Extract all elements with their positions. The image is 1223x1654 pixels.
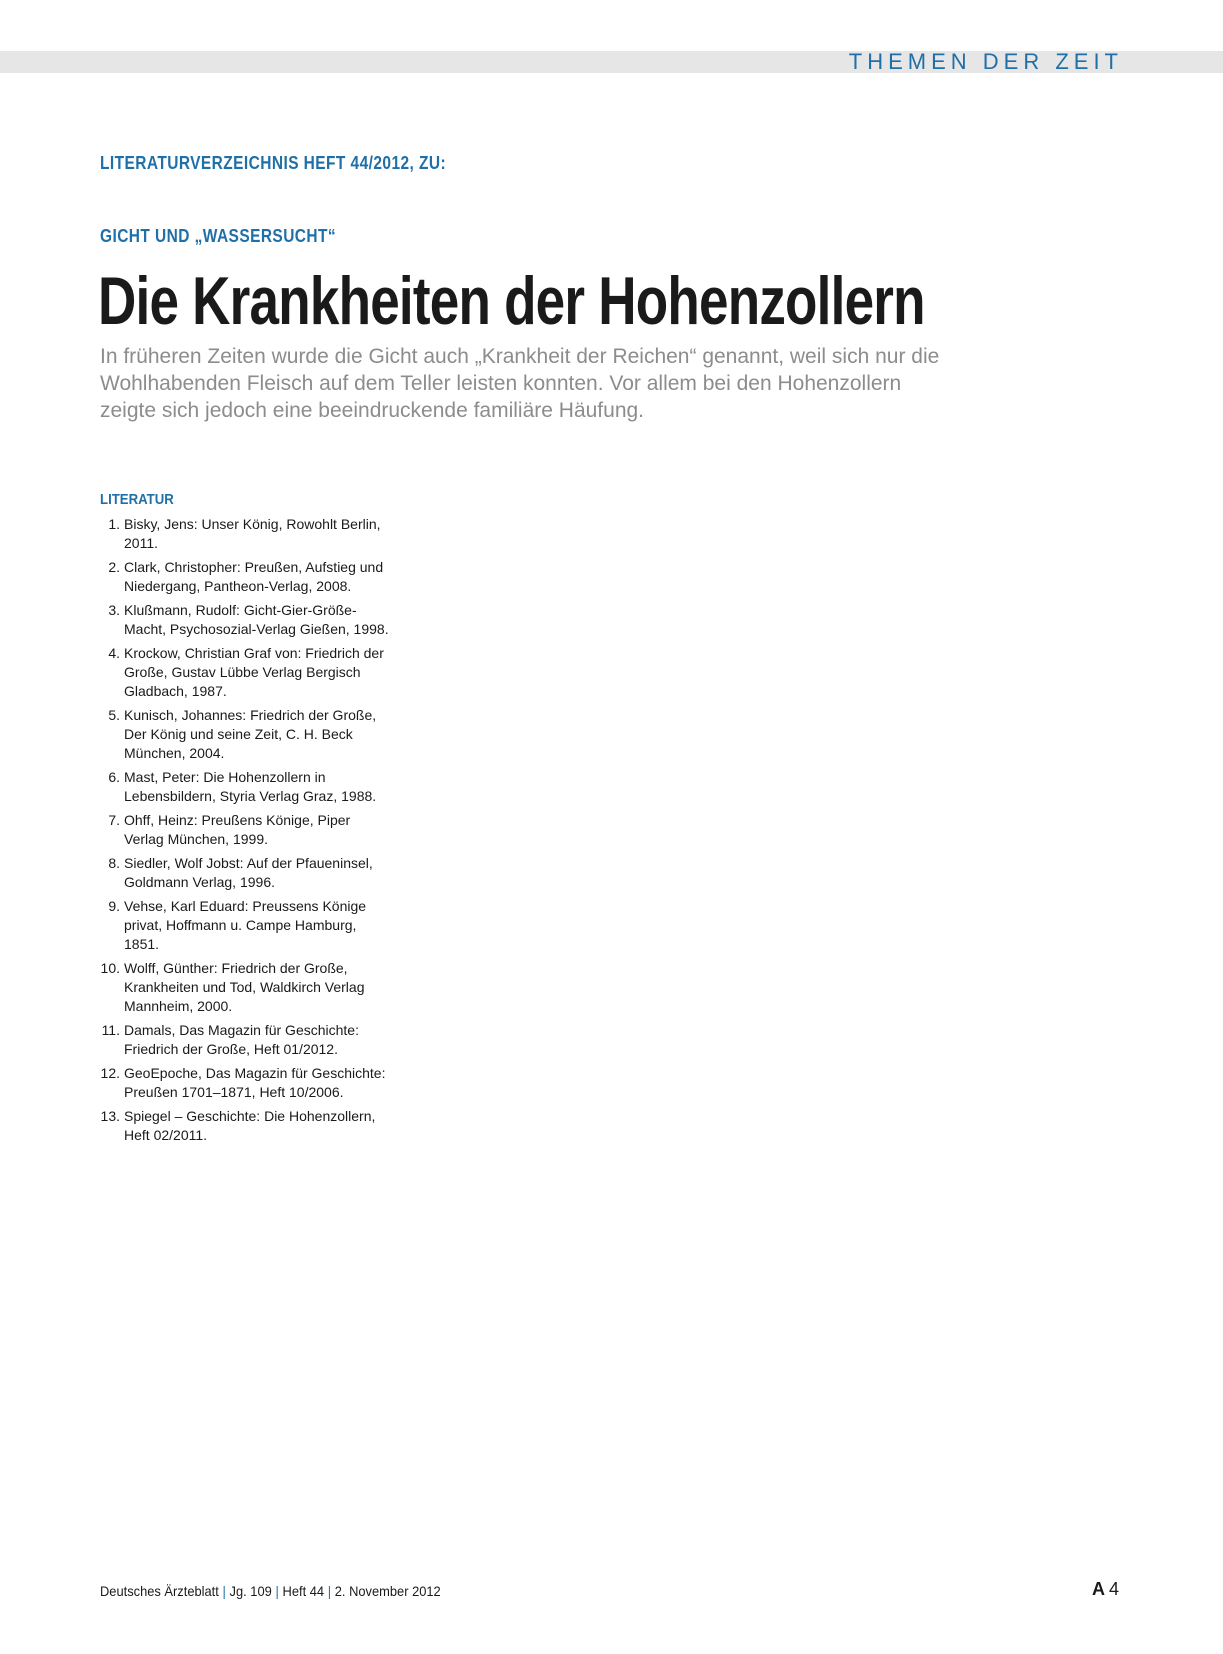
literature-item-number: 13. bbox=[100, 1108, 120, 1124]
literature-item-text: Damals, Das Magazin für Geschichte: Friedrich der Große, Heft 01/2012. bbox=[124, 1022, 359, 1057]
literature-item-number: 9. bbox=[108, 898, 120, 914]
literature-item-text: Wolff, Günther: Friedrich der Große, Krankheiten und Tod, Waldkirch Verlag Mannheim, 2000. bbox=[124, 960, 365, 1014]
literature-item bbox=[100, 768, 390, 806]
literature-item-number: 12. bbox=[100, 1065, 120, 1081]
literature-item-text: GeoEpoche, Das Magazin für Geschichte: Preußen 1701–1871, Heft 10/2006. bbox=[124, 1065, 386, 1100]
literature-item bbox=[100, 706, 390, 763]
page-number bbox=[1092, 1579, 1119, 1600]
article-subkicker: GICHT UND „WASSERSUCHT“ bbox=[100, 226, 337, 246]
literature-item bbox=[100, 1107, 390, 1145]
page-prefix: A bbox=[1091, 1579, 1105, 1599]
literature-item-text: Siedler, Wolf Jobst: Auf der Pfaueninsel, Goldmann Verlag, 1996. bbox=[124, 855, 373, 890]
literature-item bbox=[100, 959, 390, 1016]
page-number-value: 4 bbox=[1108, 1579, 1119, 1599]
literature-list bbox=[100, 515, 390, 1150]
section-label: THEMEN DER ZEIT bbox=[848, 49, 1123, 74]
footer-volume: Jg. 109 bbox=[229, 1583, 272, 1599]
literature-item-text: Krockow, Christian Graf von: Friedrich der Große, Gustav Lübbe Verlag Bergisch Gladbach, 1987. bbox=[124, 645, 384, 699]
footer-journal: Deutsches Ärzteblatt bbox=[100, 1583, 219, 1599]
literature-item-number: 7. bbox=[108, 812, 120, 828]
literature-heading: LITERATUR bbox=[100, 491, 174, 508]
literature-item bbox=[100, 1021, 390, 1059]
literature-item bbox=[100, 854, 390, 892]
footer-issue: Heft 44 bbox=[282, 1583, 325, 1599]
literature-item bbox=[100, 897, 390, 954]
literature-item-number: 6. bbox=[108, 769, 120, 785]
literature-item bbox=[100, 1064, 390, 1102]
article-title: Die Krankheiten der Hohenzollern bbox=[98, 263, 925, 339]
literature-item-number: 3. bbox=[108, 602, 120, 618]
literature-item-text: Vehse, Karl Eduard: Preussens Könige privat, Hoffmann u. Campe Hamburg, 1851. bbox=[124, 898, 367, 952]
footer-citation bbox=[100, 1583, 441, 1599]
literature-item-text: Spiegel – Geschichte: Die Hohenzollern, Heft 02/2011. bbox=[124, 1108, 376, 1143]
literature-item-text: Ohff, Heinz: Preußens Könige, Piper Verlag München, 1999. bbox=[124, 812, 351, 847]
footer-separator: | bbox=[275, 1583, 279, 1599]
literature-item bbox=[100, 601, 390, 639]
literature-item-text: Clark, Christopher: Preußen, Aufstieg und Niedergang, Pantheon-Verlag, 2008. bbox=[124, 559, 384, 594]
footer-separator: | bbox=[327, 1583, 332, 1599]
literature-item-number: 11. bbox=[101, 1022, 120, 1038]
literature-item-number: 10. bbox=[100, 960, 120, 976]
literature-item bbox=[100, 558, 390, 596]
literature-item bbox=[100, 644, 390, 701]
literature-item-number: 8. bbox=[108, 855, 120, 871]
literature-item-number: 1. bbox=[108, 516, 120, 532]
literature-item-text: Bisky, Jens: Unser König, Rowohlt Berlin, 2011. bbox=[124, 516, 381, 551]
literature-item bbox=[100, 515, 390, 553]
literature-item-number: 2. bbox=[108, 559, 120, 575]
literature-item-number: 4. bbox=[108, 645, 120, 661]
footer-date: 2. November 2012 bbox=[334, 1583, 441, 1599]
literature-item-text: Mast, Peter: Die Hohenzollern in Lebensbildern, Styria Verlag Graz, 1988. bbox=[124, 769, 377, 804]
literature-item-number: 5. bbox=[108, 707, 120, 723]
footer-separator: | bbox=[222, 1583, 226, 1599]
literature-item-text: Kunisch, Johannes: Friedrich der Große, Der König und seine Zeit, C. H. Beck München, 2004. bbox=[124, 707, 377, 761]
article-kicker: LITERATURVERZEICHNIS HEFT 44/2012, ZU: bbox=[100, 153, 447, 173]
article-lead: In früheren Zeiten wurde die Gicht auch „Krankheit der Reichen“ genannt, weil sich nur die Wohlhabenden Fleisch auf dem Teller leisten konnten. Vor allem bei den Hohenzollern zeigte sich jedoch eine beeindruckende familiäre Häufung. bbox=[100, 345, 940, 422]
literature-item bbox=[100, 811, 390, 849]
literature-item-text: Klußmann, Rudolf: Gicht-Gier-Größe-Macht, Psychosozial-Verlag Gießen, 1998. bbox=[124, 602, 389, 637]
